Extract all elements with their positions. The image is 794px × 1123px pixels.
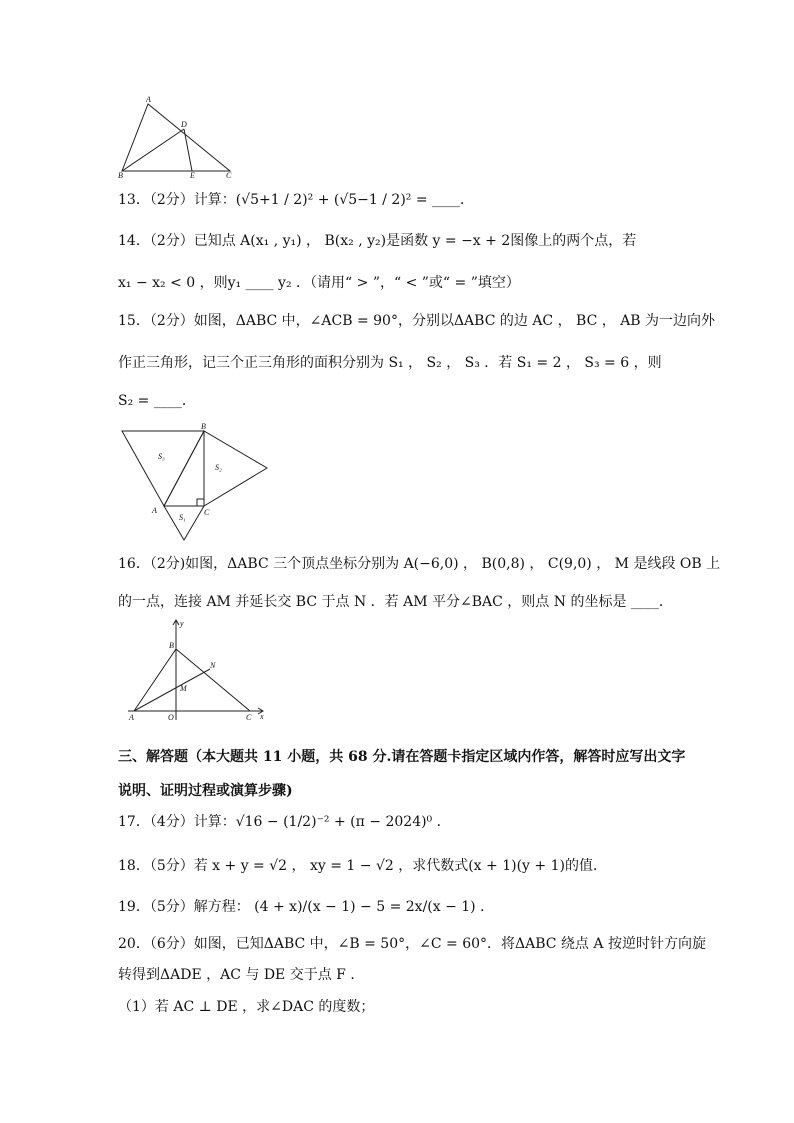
label-a: A [152,506,157,515]
label-c: C [226,171,232,180]
question-17: 17．（4分）计算：√16 − (1/2)⁻² + (π − 2024)⁰ ． [118,814,451,830]
label-s1: S₁ [179,513,186,522]
question-16-line-2: 的一点，连接 AM 并延长交 BC 于点 N ．若 AM 平分∠BAC ，则点 N 的坐标是 ____． [118,594,673,610]
question-14-line-2: x₁ − x₂ < 0 ，则y₁ ____ y₂ ．（请用“ > ”，“ < ”或“ = ”填空） [118,275,520,291]
label-b: B [201,422,206,431]
label-a: A [129,713,134,722]
question-20-line-3: （1）若 AC ⊥ DE ，求∠DAC 的度数； [118,999,375,1015]
section-3-heading-line-2: 说明、证明过程或演算步骤) [118,783,293,799]
label-x: x [260,712,264,721]
label-c: C [204,508,210,517]
question-15-line-1: 15．（2分）如图，ΔABC 中，∠ACB = 90°，分别以ΔABC 的边 AC ， BC ， AB 为一边向外 [118,313,716,329]
label-y: y [180,619,184,628]
question-15-line-2: 作正三角形，记三个正三角形的面积分别为 S₁ ， S₂ ， S₃ ．若 S₁ = 2 ， S₃ = 6 ，则 [118,355,662,371]
label-s2: S₂ [215,463,222,472]
figure-coordinate-triangle [118,618,278,724]
label-m: M [180,684,187,693]
question-20-line-1: 20．（6分）如图，已知ΔABC 中，∠B = 50°，∠C = 60°．将ΔABC 绕点 A 按逆时针方向旋 [118,936,706,952]
label-d: D [181,120,187,129]
section-3-heading-line-1: 三、解答题（本大题共 11 小题，共 68 分.请在答题卡指定区域内作答，解答时应写出文字 [118,749,686,765]
question-15-line-3: S₂ = ____． [118,393,196,409]
question-20-line-2: 转得到ΔADE ，AC 与 DE 交于点 F ． [118,967,365,983]
question-14-line-1: 14．（2分）已知点 A(x₁ , y₁) ， B(x₂ , y₂)是函数 y = −x + 2图像上的两个点，若 [118,233,637,249]
label-s3: S₃ [158,452,165,461]
label-b: B [118,171,123,180]
figure-triangle-abcde [118,94,238,180]
question-19: 19．（5分）解方程： (4 + x)/(x − 1) − 5 = 2x/(x − 1) ． [118,899,495,915]
label-a: A [146,95,151,104]
figure-equilateral-triangles [118,422,278,544]
label-o: O [168,713,174,722]
label-c: C [246,713,252,722]
label-e: E [190,171,195,180]
label-n: N [210,661,216,670]
label-b: B [169,641,174,650]
question-16-line-1: 16．（2分)如图，ΔABC 三个顶点坐标分别为 A(−6,0) ， B(0,8) ， C(9,0) ， M 是线段 OB 上 [118,556,721,572]
question-18: 18．（5分）若 x + y = √2 ， xy = 1 − √2 ，求代数式(x + 1)(y + 1)的值． [118,858,607,874]
question-13: 13．（2分）计算：(√5+1 / 2)² + (√5−1 / 2)² = ____． [118,192,475,208]
